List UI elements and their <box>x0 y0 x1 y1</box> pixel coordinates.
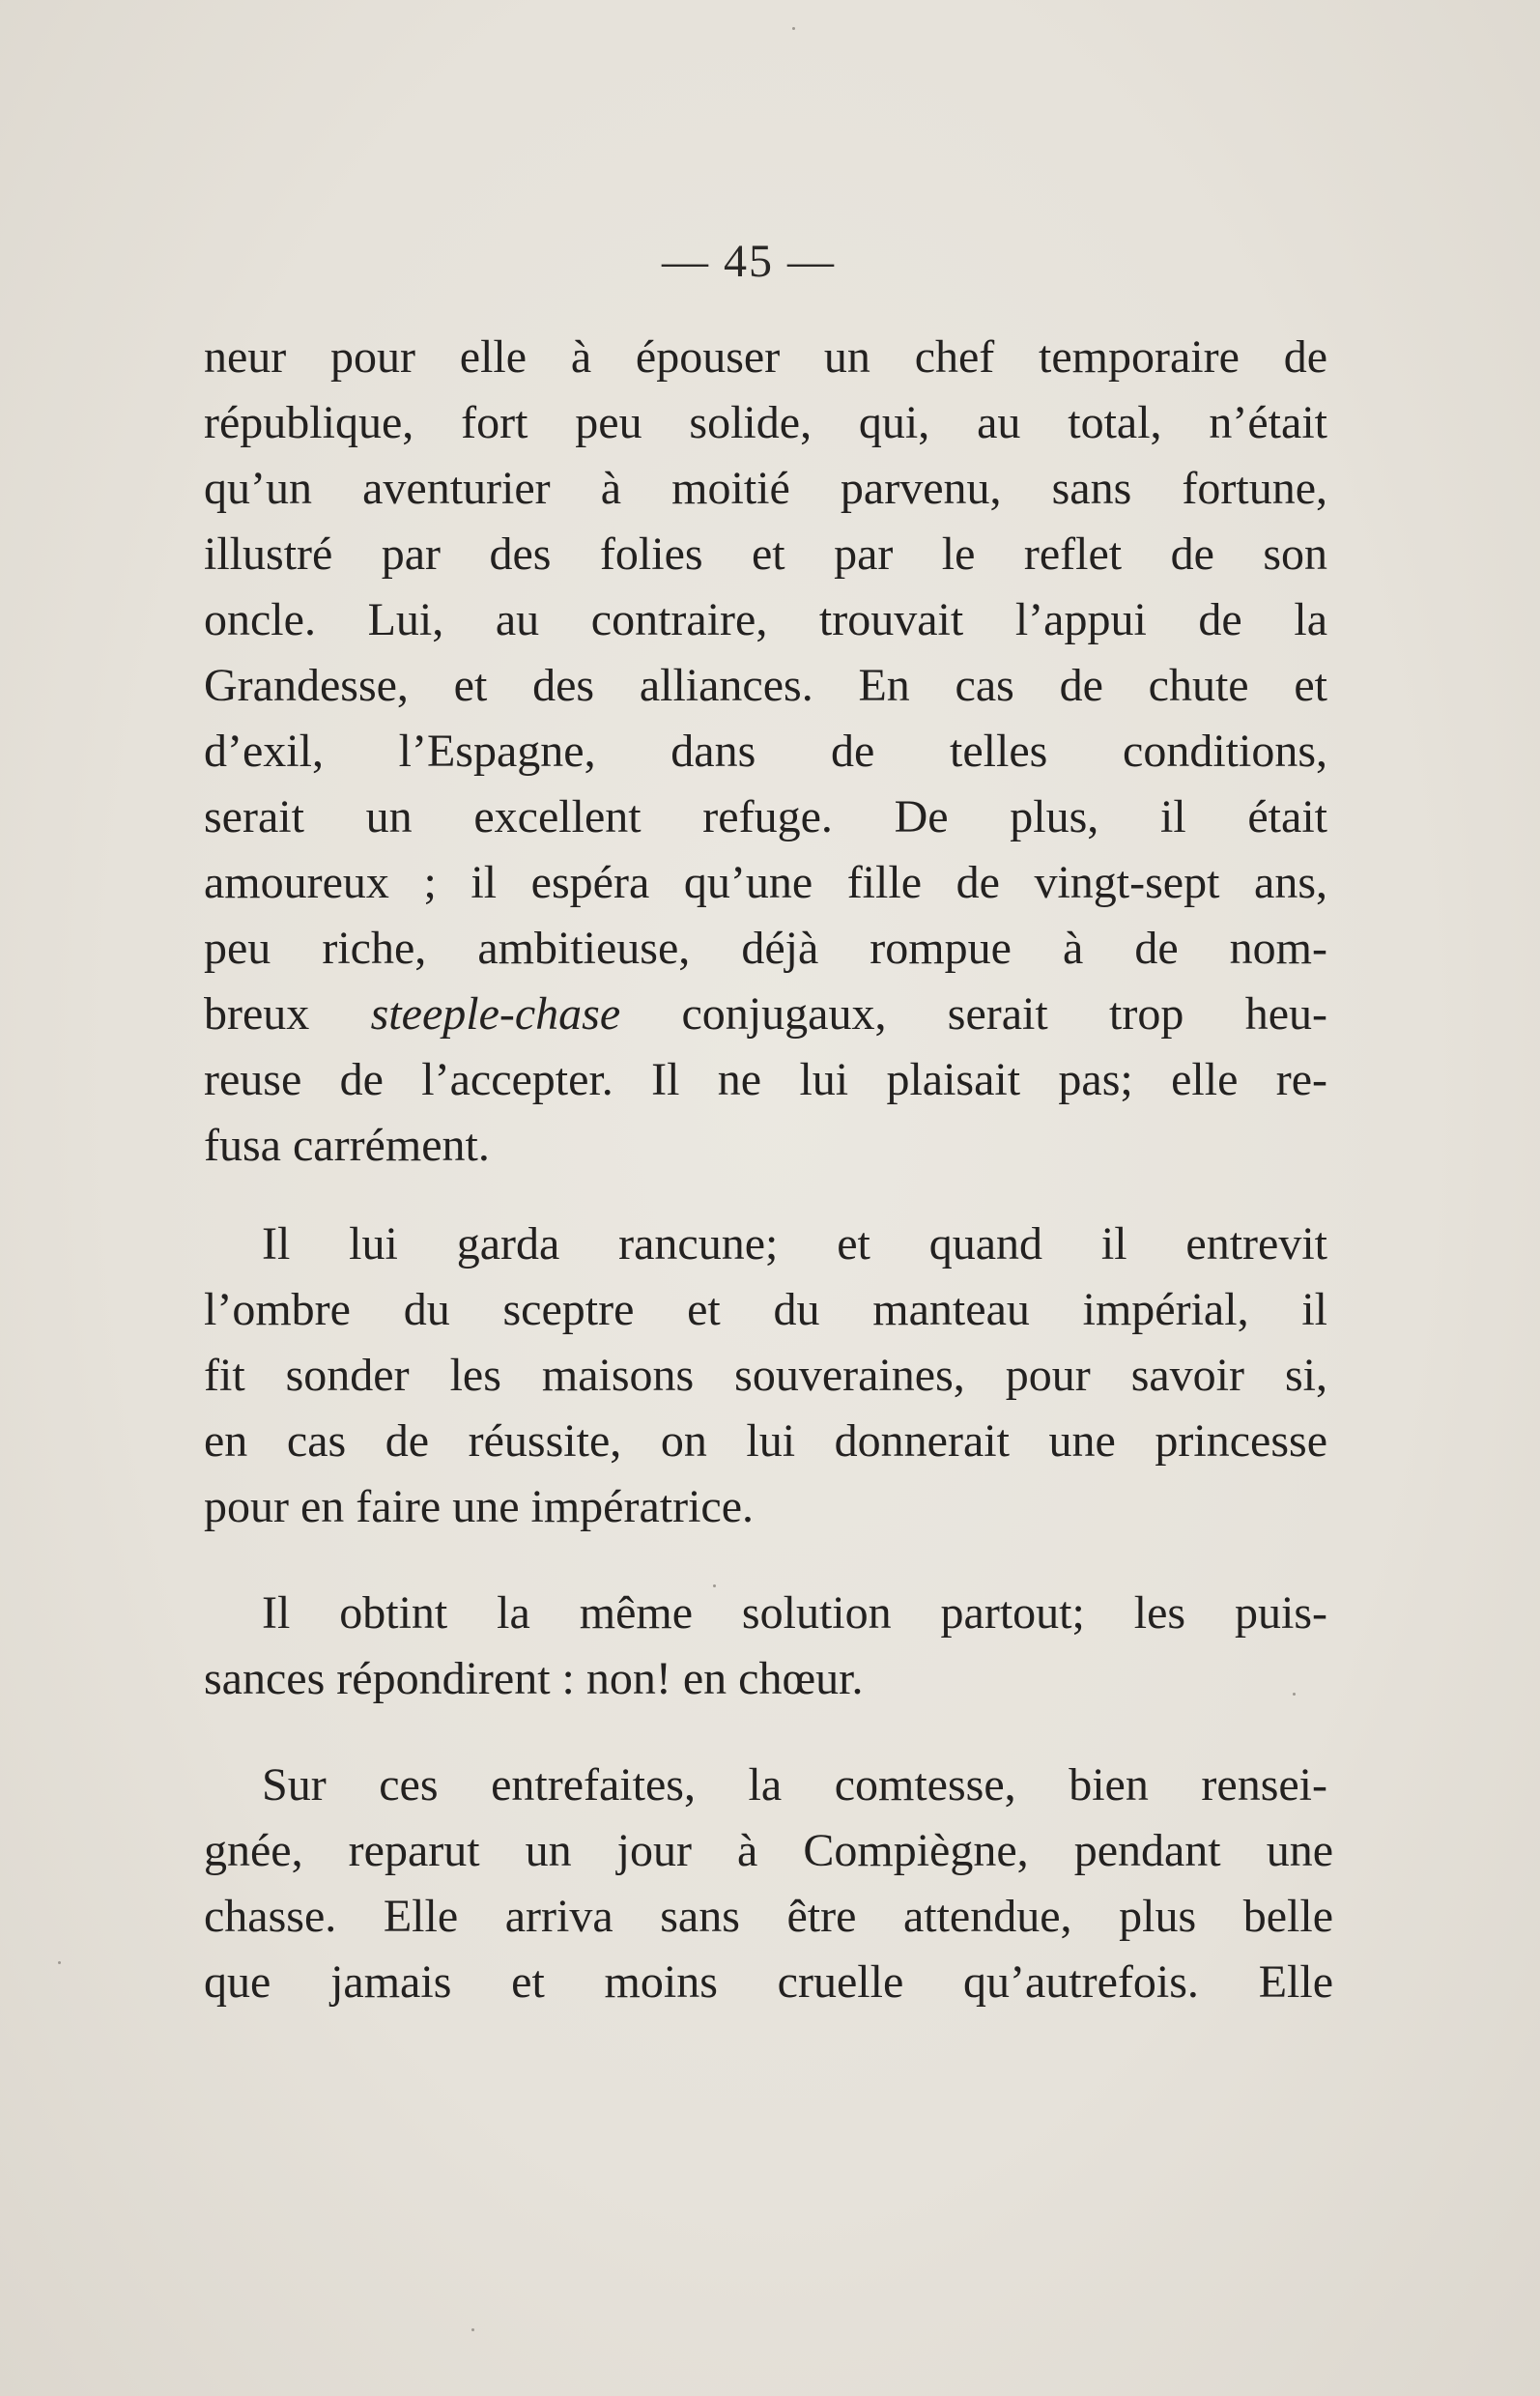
text-line <box>204 985 1327 1043</box>
text-line: que jamais et moins cruelle qu’autrefois. Elle <box>204 1956 1333 2008</box>
text-line: d’exil, l’Espagne, dans de telles conditions, <box>204 726 1327 777</box>
text-line: peu riche, ambitieuse, déjà rompue à de nom- <box>204 923 1327 974</box>
text-line: illustré par des folies et par le reflet de son <box>204 528 1327 580</box>
italic-phrase: steeple-chase <box>370 988 621 1040</box>
text-line: oncle. Lui, au contraire, trouvait l’appui de la <box>204 594 1327 645</box>
page-number: — 45 — <box>662 236 836 287</box>
paper-speck <box>471 2328 474 2331</box>
text-line: Il lui garda rancune; et quand il entrevit <box>262 1218 1327 1269</box>
text-segment: breux <box>204 988 371 1040</box>
text-line: fit sonder les maisons souveraines, pour savoir si, <box>204 1350 1327 1401</box>
paper-speck <box>792 27 795 30</box>
text-line: reuse de l’accepter. Il ne lui plaisait pas; elle re- <box>204 1054 1327 1105</box>
text-line: serait un excellent refuge. De plus, il était <box>204 791 1327 842</box>
paper-speck <box>58 1961 61 1964</box>
text-line: Grandesse, et des alliances. En cas de chute et <box>204 660 1327 711</box>
text-line: l’ombre du sceptre et du manteau impérial, il <box>204 1284 1327 1335</box>
text-line: pour en faire une impératrice. <box>204 1481 755 1532</box>
paper-speck <box>1293 1693 1296 1696</box>
text-segment: conjugaux, serait trop heu- <box>620 988 1327 1040</box>
text-line: en cas de réussite, on lui donnerait une princesse <box>204 1415 1327 1467</box>
paper-speck <box>713 1584 716 1587</box>
text-line: gnée, reparut un jour à Compiègne, pendant une <box>204 1825 1333 1876</box>
text-line: sances répondirent : non! en chœur. <box>204 1653 864 1704</box>
text-line: chasse. Elle arriva sans être attendue, plus belle <box>204 1891 1333 1942</box>
text-line: Sur ces entrefaites, la comtesse, bien rensei- <box>262 1759 1327 1811</box>
text-line: fusa carrément. <box>204 1120 490 1171</box>
text-line: Il obtint la même solution partout; les puis- <box>262 1587 1327 1639</box>
text-line: république, fort peu solide, qui, au total, n’était <box>204 397 1327 448</box>
text-line: amoureux ; il espéra qu’une fille de vingt-sept ans, <box>204 857 1327 908</box>
text-line: qu’un aventurier à moitié parvenu, sans fortune, <box>204 463 1327 514</box>
text-line: neur pour elle à épouser un chef temporaire de <box>204 331 1327 383</box>
